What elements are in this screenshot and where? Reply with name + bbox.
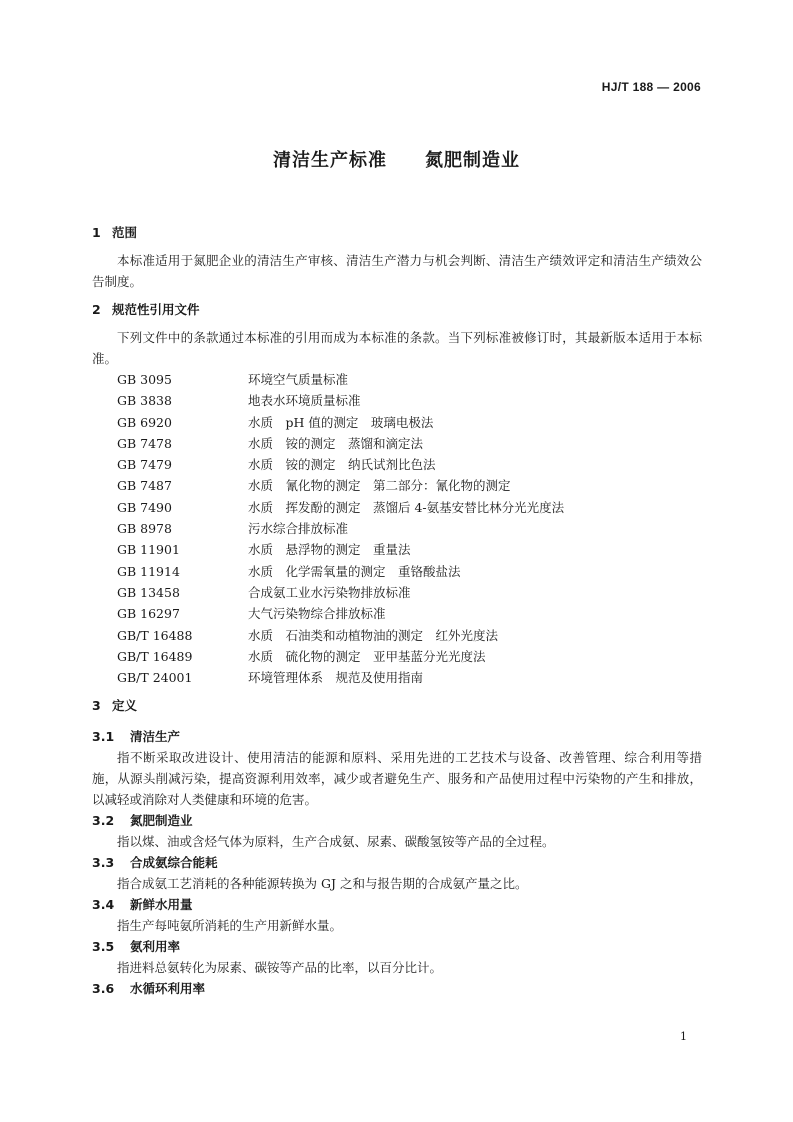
- reference-item: [92, 646, 702, 667]
- definition-number: 3.3: [92, 855, 115, 871]
- reference-code: GB 7490: [117, 499, 172, 515]
- definition-text: 指以煤、油或含烃气体为原料，生产合成氨、尿素、碳酸氢铵等产品的全过程。: [117, 834, 555, 850]
- reference-item: [92, 561, 702, 582]
- reference-item: [92, 412, 702, 433]
- reference-name: 水质 氰化物的测定 第二部分：氰化物的测定: [248, 478, 511, 494]
- section-number: 2: [92, 302, 101, 317]
- reference-item: [92, 625, 702, 646]
- reference-code: GB 3838: [117, 393, 172, 409]
- reference-item: [92, 518, 702, 539]
- reference-code: GB 3095: [117, 372, 172, 387]
- standard-code: HJ/T 188 — 2006: [601, 80, 701, 94]
- definition-text: 指进料总氨转化为尿素、碳铵等产品的比率，以百分比计。: [117, 960, 443, 976]
- definition-number: 3.1: [92, 729, 115, 745]
- reference-name: 水质 pH 值的测定 玻璃电极法: [248, 414, 434, 430]
- document-title: 清洁生产标准 氮肥制造业: [273, 150, 520, 171]
- definition-number: 3.6: [92, 981, 115, 997]
- reference-code: GB 7478: [117, 435, 172, 451]
- reference-code: GB 11901: [117, 542, 180, 558]
- reference-code: GB 8978: [117, 521, 172, 537]
- section-number: 3: [92, 698, 101, 714]
- section-title: 定义: [112, 698, 138, 714]
- definition-term: 氮肥制造业: [130, 813, 193, 829]
- reference-name: 水质 石油类和动植物油的测定 红外光度法: [248, 627, 499, 643]
- reference-name: 环境空气质量标准: [248, 372, 349, 387]
- reference-code: GB 7479: [117, 457, 172, 473]
- reference-item: [92, 369, 702, 390]
- reference-name: 水质 硫化物的测定 亚甲基蓝分光光度法: [248, 648, 486, 664]
- reference-item: [92, 603, 702, 624]
- reference-item: [92, 475, 702, 496]
- section-2-text: 下列文件中的条款通过本标准的引用而成为本标准的条款。当下列标准被修订时，其最新版本适用于本标准。: [92, 330, 702, 366]
- reference-name: 水质 铵的测定 蒸馏和滴定法: [248, 435, 424, 451]
- document-body: [92, 222, 702, 999]
- definition-number: 3.2: [92, 813, 115, 829]
- reference-name: 水质 铵的测定 纳氏试剂比色法: [248, 457, 436, 473]
- reference-item: [92, 454, 702, 475]
- reference-item: [92, 390, 702, 411]
- section-3-heading: [92, 695, 702, 716]
- definition-term: 氨利用率: [130, 939, 181, 955]
- definition-term: 新鲜水用量: [130, 897, 193, 913]
- definition-heading: [92, 978, 702, 999]
- definition-heading: [92, 852, 702, 873]
- reference-code: GB/T 24001: [117, 670, 193, 686]
- reference-name: 大气污染物综合排放标准: [248, 606, 386, 622]
- reference-list: [92, 369, 702, 688]
- reference-name: 水质 化学需氧量的测定 重铬酸盐法: [248, 563, 461, 579]
- reference-code: GB 16297: [117, 606, 180, 622]
- reference-name: 环境管理体系 规范及使用指南: [248, 670, 424, 686]
- definition-number: 3.5: [92, 939, 115, 955]
- definition-text: 指合成氨工艺消耗的各种能源转换为 GJ 之和与报告期的合成氨产量之比。: [117, 876, 528, 892]
- reference-code: GB/T 16488: [117, 627, 193, 643]
- definition-heading: [92, 726, 702, 747]
- definition-heading: [92, 894, 702, 915]
- section-title: 规范性引用文件: [112, 302, 200, 317]
- reference-item: [92, 667, 702, 688]
- definition-text: 指生产每吨氨所消耗的生产用新鲜水量。: [117, 918, 343, 934]
- reference-code: GB/T 16489: [117, 648, 193, 664]
- reference-code: GB 13458: [117, 584, 180, 600]
- reference-name: 水质 挥发酚的测定 蒸馏后 4-氨基安替比林分光光度法: [248, 499, 565, 515]
- definition-heading: [92, 936, 702, 957]
- definition-heading: [92, 810, 702, 831]
- definition-number: 3.4: [92, 897, 115, 913]
- reference-item: [92, 539, 702, 560]
- section-1-heading: [92, 222, 702, 243]
- section-2-heading: [92, 299, 702, 320]
- section-number: 1: [92, 225, 101, 240]
- section-1-text: 本标准适用于氮肥企业的清洁生产审核、清洁生产潜力与机会判断、清洁生产绩效评定和清洁生产绩效公告制度。: [92, 253, 702, 289]
- definition-text: 指不断采取改进设计、使用清洁的能源和原料、采用先进的工艺技术与设备、改善管理、综合利用等措施，从源头削减污染，提高资源利用效率，减少或者避免生产、服务和产品使用过程中污染物的产生和排放，以减轻或消除对人类健康和环境的危害。: [92, 750, 702, 808]
- reference-name: 污水综合排放标准: [248, 521, 349, 537]
- definition-term: 清洁生产: [130, 729, 181, 745]
- reference-code: GB 11914: [117, 563, 180, 579]
- reference-item: [92, 582, 702, 603]
- reference-name: 合成氨工业水污染物排放标准: [248, 584, 411, 600]
- reference-item: [92, 433, 702, 454]
- reference-name: 水质 悬浮物的测定 重量法: [248, 542, 411, 558]
- reference-code: GB 6920: [117, 414, 172, 430]
- reference-code: GB 7487: [117, 478, 172, 494]
- page-number: 1: [680, 1030, 687, 1043]
- reference-item: [92, 497, 702, 518]
- reference-name: 地表水环境质量标准: [248, 393, 361, 409]
- definition-term: 水循环利用率: [130, 981, 206, 997]
- section-title: 范围: [112, 225, 138, 240]
- definition-term: 合成氨综合能耗: [130, 855, 218, 871]
